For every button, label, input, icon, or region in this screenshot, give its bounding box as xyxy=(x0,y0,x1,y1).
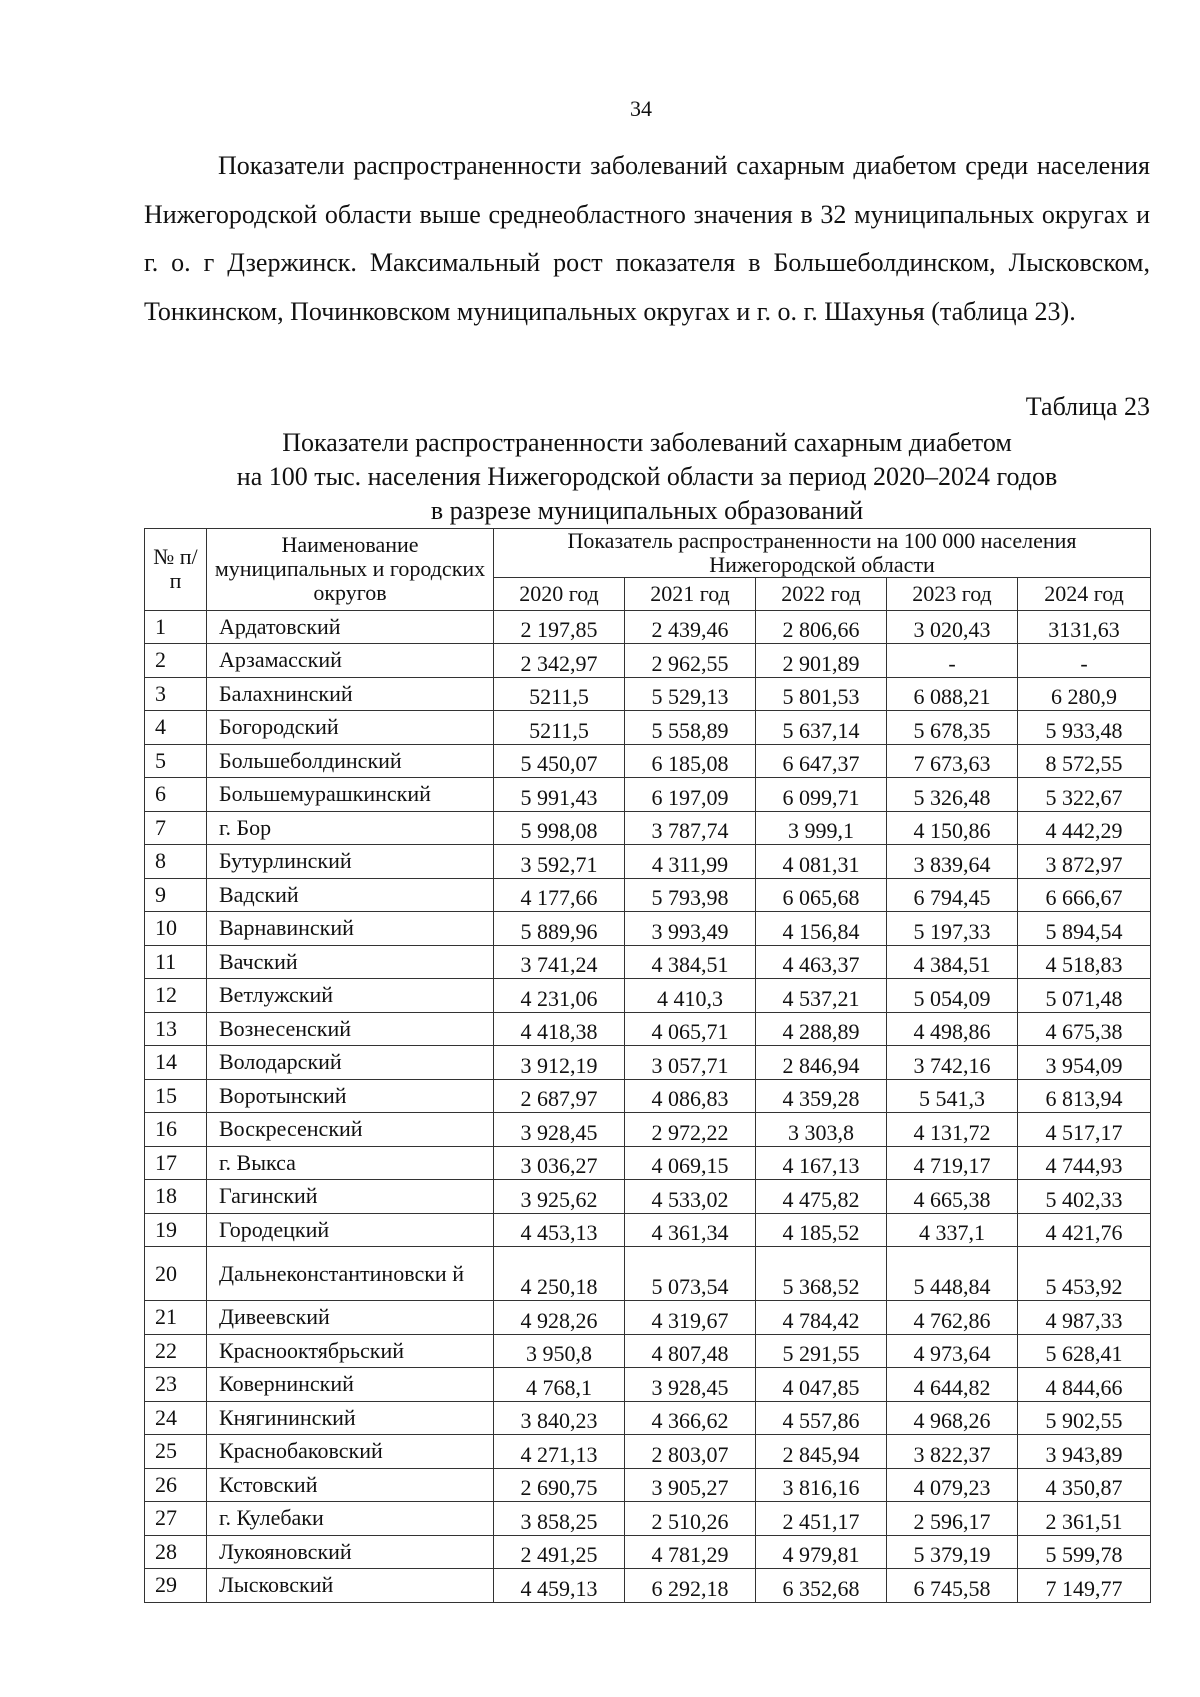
value-cell-2021: 2 972,22 xyxy=(625,1113,756,1147)
row-number: 2 xyxy=(145,644,207,678)
municipality-name: г. Бор xyxy=(207,811,494,845)
table-row xyxy=(145,1079,1151,1113)
row-number: 28 xyxy=(145,1535,207,1569)
municipality-name: Большеболдинский xyxy=(207,744,494,778)
municipality-name: Вознесенский xyxy=(207,1012,494,1046)
header-year-2021: 2021 год xyxy=(625,578,756,611)
value-cell-2023: 4 131,72 xyxy=(887,1113,1018,1147)
table-row xyxy=(145,610,1151,644)
value-cell-2021: 6 292,18 xyxy=(625,1569,756,1603)
municipality-name: Вадский xyxy=(207,878,494,912)
table-row xyxy=(145,778,1151,812)
value-cell-2023: 3 020,43 xyxy=(887,610,1018,644)
table-body xyxy=(145,610,1151,1602)
row-number: 11 xyxy=(145,945,207,979)
value-cell-2020: 3 928,45 xyxy=(494,1113,625,1147)
municipality-name: Кстовский xyxy=(207,1468,494,1502)
value-cell-2021: 6 197,09 xyxy=(625,778,756,812)
value-cell-2021: 2 962,55 xyxy=(625,644,756,678)
table-row xyxy=(145,811,1151,845)
value-cell-2021: 4 366,62 xyxy=(625,1401,756,1435)
value-cell-2023: 4 973,64 xyxy=(887,1334,1018,1368)
value-cell-2024: 4 744,93 xyxy=(1018,1146,1151,1180)
table-row xyxy=(145,1401,1151,1435)
value-cell-2023: 5 197,33 xyxy=(887,912,1018,946)
value-cell-2023: 5 541,3 xyxy=(887,1079,1018,1113)
value-cell-2022: 5 801,53 xyxy=(756,677,887,711)
municipality-name: Воротынский xyxy=(207,1079,494,1113)
value-cell-2020: 3 592,71 xyxy=(494,845,625,879)
row-number: 22 xyxy=(145,1334,207,1368)
value-cell-2020: 5 450,07 xyxy=(494,744,625,778)
value-cell-2023: 4 337,1 xyxy=(887,1213,1018,1247)
value-cell-2020: 4 768,1 xyxy=(494,1368,625,1402)
value-cell-2024: 8 572,55 xyxy=(1018,744,1151,778)
value-cell-2022: 5 637,14 xyxy=(756,711,887,745)
value-cell-2024: 5 628,41 xyxy=(1018,1334,1151,1368)
header-year-2022: 2022 год xyxy=(756,578,887,611)
page-number: 34 xyxy=(630,96,652,121)
row-number: 5 xyxy=(145,744,207,778)
value-cell-2020: 2 690,75 xyxy=(494,1468,625,1502)
header-name: Наименование муниципальных и городских округов xyxy=(207,529,494,611)
table-row xyxy=(145,1468,1151,1502)
row-number: 20 xyxy=(145,1247,207,1301)
value-cell-2021: 5 073,54 xyxy=(625,1247,756,1301)
value-cell-2023: 4 665,38 xyxy=(887,1180,1018,1214)
municipality-name: Лукояновский xyxy=(207,1535,494,1569)
value-cell-2020: 4 459,13 xyxy=(494,1569,625,1603)
municipality-name: Дивеевский xyxy=(207,1301,494,1335)
table-row xyxy=(145,1180,1151,1214)
value-cell-2022: 3 816,16 xyxy=(756,1468,887,1502)
value-cell-2021: 4 069,15 xyxy=(625,1146,756,1180)
header-number: № п/п xyxy=(145,529,207,611)
prevalence-table xyxy=(144,528,1151,1603)
value-cell-2022: 2 901,89 xyxy=(756,644,887,678)
value-cell-2020: 5 998,08 xyxy=(494,811,625,845)
municipality-name: Богородский xyxy=(207,711,494,745)
value-cell-2024: 4 518,83 xyxy=(1018,945,1151,979)
value-cell-2023: 6 745,58 xyxy=(887,1569,1018,1603)
municipality-name: Городецкий xyxy=(207,1213,494,1247)
value-cell-2023: 5 678,35 xyxy=(887,711,1018,745)
value-cell-2022: 2 806,66 xyxy=(756,610,887,644)
value-cell-2023: 5 448,84 xyxy=(887,1247,1018,1301)
row-number: 25 xyxy=(145,1435,207,1469)
value-cell-2024: 5 599,78 xyxy=(1018,1535,1151,1569)
value-cell-2020: 4 453,13 xyxy=(494,1213,625,1247)
value-cell-2021: 4 807,48 xyxy=(625,1334,756,1368)
value-cell-2020: 5 991,43 xyxy=(494,778,625,812)
municipality-name: Володарский xyxy=(207,1046,494,1080)
table-row xyxy=(145,1502,1151,1536)
header-indicator-group: Показатель распространенности на 100 000 населения Нижегородской области xyxy=(494,529,1151,578)
value-cell-2024: 2 361,51 xyxy=(1018,1502,1151,1536)
value-cell-2024: - xyxy=(1018,644,1151,678)
value-cell-2021: 5 529,13 xyxy=(625,677,756,711)
value-cell-2023: 4 644,82 xyxy=(887,1368,1018,1402)
value-cell-2022: 4 167,13 xyxy=(756,1146,887,1180)
value-cell-2021: 4 410,3 xyxy=(625,979,756,1013)
value-cell-2022: 4 784,42 xyxy=(756,1301,887,1335)
municipality-name: Большемурашкинский xyxy=(207,778,494,812)
value-cell-2022: 4 047,85 xyxy=(756,1368,887,1402)
value-cell-2021: 5 793,98 xyxy=(625,878,756,912)
value-cell-2024: 6 280,9 xyxy=(1018,677,1151,711)
value-cell-2023: 5 054,09 xyxy=(887,979,1018,1013)
municipality-name: Воскресенский xyxy=(207,1113,494,1147)
value-cell-2024: 5 894,54 xyxy=(1018,912,1151,946)
value-cell-2020: 4 177,66 xyxy=(494,878,625,912)
table-row xyxy=(145,1012,1151,1046)
table-row xyxy=(145,979,1151,1013)
row-number: 16 xyxy=(145,1113,207,1147)
value-cell-2021: 4 086,83 xyxy=(625,1079,756,1113)
value-cell-2021: 2 803,07 xyxy=(625,1435,756,1469)
row-number: 10 xyxy=(145,912,207,946)
row-number: 4 xyxy=(145,711,207,745)
municipality-name: Гагинский xyxy=(207,1180,494,1214)
row-number: 6 xyxy=(145,778,207,812)
value-cell-2022: 4 156,84 xyxy=(756,912,887,946)
value-cell-2023: 5 379,19 xyxy=(887,1535,1018,1569)
value-cell-2024: 4 421,76 xyxy=(1018,1213,1151,1247)
row-number: 24 xyxy=(145,1401,207,1435)
header-year-2020: 2020 год xyxy=(494,578,625,611)
row-number: 12 xyxy=(145,979,207,1013)
value-cell-2022: 4 537,21 xyxy=(756,979,887,1013)
row-number: 29 xyxy=(145,1569,207,1603)
table-label: Таблица 23 xyxy=(1025,392,1150,421)
table-row xyxy=(145,1301,1151,1335)
row-number: 14 xyxy=(145,1046,207,1080)
value-cell-2022: 2 451,17 xyxy=(756,1502,887,1536)
row-number: 26 xyxy=(145,1468,207,1502)
value-cell-2020: 5211,5 xyxy=(494,711,625,745)
municipality-name: Ветлужский xyxy=(207,979,494,1013)
value-cell-2024: 5 322,67 xyxy=(1018,778,1151,812)
value-cell-2022: 6 065,68 xyxy=(756,878,887,912)
header-year-2023: 2023 год xyxy=(887,578,1018,611)
municipality-name: Варнавинский xyxy=(207,912,494,946)
row-number: 18 xyxy=(145,1180,207,1214)
value-cell-2022: 4 979,81 xyxy=(756,1535,887,1569)
value-cell-2020: 2 197,85 xyxy=(494,610,625,644)
table-row xyxy=(145,1535,1151,1569)
value-cell-2022: 4 359,28 xyxy=(756,1079,887,1113)
value-cell-2021: 3 905,27 xyxy=(625,1468,756,1502)
row-number: 7 xyxy=(145,811,207,845)
value-cell-2022: 4 557,86 xyxy=(756,1401,887,1435)
header-year-2024: 2024 год xyxy=(1018,578,1151,611)
value-cell-2021: 2 510,26 xyxy=(625,1502,756,1536)
municipality-name: г. Выкса xyxy=(207,1146,494,1180)
value-cell-2021: 3 993,49 xyxy=(625,912,756,946)
value-cell-2020: 4 418,38 xyxy=(494,1012,625,1046)
value-cell-2020: 3 925,62 xyxy=(494,1180,625,1214)
value-cell-2023: 3 839,64 xyxy=(887,845,1018,879)
municipality-name: Арзамасский xyxy=(207,644,494,678)
municipality-name: Бутурлинский xyxy=(207,845,494,879)
row-number: 21 xyxy=(145,1301,207,1335)
value-cell-2021: 2 439,46 xyxy=(625,610,756,644)
municipality-name: Краснобаковский xyxy=(207,1435,494,1469)
value-cell-2022: 2 846,94 xyxy=(756,1046,887,1080)
value-cell-2023: 4 719,17 xyxy=(887,1146,1018,1180)
municipality-name: Ковернинский xyxy=(207,1368,494,1402)
value-cell-2024: 5 933,48 xyxy=(1018,711,1151,745)
value-cell-2024: 4 844,66 xyxy=(1018,1368,1151,1402)
row-number: 19 xyxy=(145,1213,207,1247)
municipality-name: Балахнинский xyxy=(207,677,494,711)
municipality-name: Лысковский xyxy=(207,1569,494,1603)
value-cell-2020: 3 912,19 xyxy=(494,1046,625,1080)
value-cell-2022: 3 999,1 xyxy=(756,811,887,845)
municipality-name: Вачский xyxy=(207,945,494,979)
row-number: 27 xyxy=(145,1502,207,1536)
row-number: 3 xyxy=(145,677,207,711)
table-row xyxy=(145,1113,1151,1147)
table-row xyxy=(145,1569,1151,1603)
intro-paragraph: Показатели распространенности заболеваний сахарным диабетом среди населения Нижегородской области выше среднеобластного значения в 32 муниципальных округах и г. о. г Дзержинск. Максимальный рост показателя в Большеболдинском, Лысковском, Тонкинском, Починковском муниципальных округах и г. о. г. Шахунья (таблица 23). xyxy=(144,151,1150,326)
value-cell-2022: 5 368,52 xyxy=(756,1247,887,1301)
table-row xyxy=(145,1046,1151,1080)
value-cell-2024: 3 872,97 xyxy=(1018,845,1151,879)
value-cell-2020: 2 687,97 xyxy=(494,1079,625,1113)
value-cell-2021: 4 384,51 xyxy=(625,945,756,979)
value-cell-2021: 3 787,74 xyxy=(625,811,756,845)
table-row xyxy=(145,677,1151,711)
value-cell-2023: 3 822,37 xyxy=(887,1435,1018,1469)
value-cell-2023: 4 762,86 xyxy=(887,1301,1018,1335)
value-cell-2022: 4 463,37 xyxy=(756,945,887,979)
value-cell-2023: 5 326,48 xyxy=(887,778,1018,812)
value-cell-2023: 7 673,63 xyxy=(887,744,1018,778)
value-cell-2020: 5211,5 xyxy=(494,677,625,711)
value-cell-2022: 4 081,31 xyxy=(756,845,887,879)
value-cell-2023: 2 596,17 xyxy=(887,1502,1018,1536)
table-row xyxy=(145,1146,1151,1180)
value-cell-2020: 4 231,06 xyxy=(494,979,625,1013)
table-title-line-2: на 100 тыс. населения Нижегородской области за период 2020–2024 годов xyxy=(236,462,1058,491)
municipality-name: Дальнеконстантиновски й xyxy=(207,1247,494,1301)
value-cell-2024: 5 453,92 xyxy=(1018,1247,1151,1301)
value-cell-2024: 7 149,77 xyxy=(1018,1569,1151,1603)
row-number: 15 xyxy=(145,1079,207,1113)
value-cell-2021: 4 311,99 xyxy=(625,845,756,879)
table-title xyxy=(144,426,1150,528)
value-cell-2022: 3 303,8 xyxy=(756,1113,887,1147)
value-cell-2023: 6 794,45 xyxy=(887,878,1018,912)
value-cell-2024: 3 943,89 xyxy=(1018,1435,1151,1469)
table-row xyxy=(145,1334,1151,1368)
value-cell-2024: 5 402,33 xyxy=(1018,1180,1151,1214)
value-cell-2021: 5 558,89 xyxy=(625,711,756,745)
value-cell-2021: 4 361,34 xyxy=(625,1213,756,1247)
value-cell-2024: 6 813,94 xyxy=(1018,1079,1151,1113)
value-cell-2024: 4 350,87 xyxy=(1018,1468,1151,1502)
row-number: 13 xyxy=(145,1012,207,1046)
table-row xyxy=(145,1213,1151,1247)
municipality-name: Княгининский xyxy=(207,1401,494,1435)
value-cell-2023: 6 088,21 xyxy=(887,677,1018,711)
value-cell-2023: - xyxy=(887,644,1018,678)
value-cell-2020: 4 250,18 xyxy=(494,1247,625,1301)
table-row xyxy=(145,878,1151,912)
municipality-name: Краснооктябрьский xyxy=(207,1334,494,1368)
value-cell-2024: 5 071,48 xyxy=(1018,979,1151,1013)
value-cell-2020: 3 840,23 xyxy=(494,1401,625,1435)
value-cell-2021: 3 928,45 xyxy=(625,1368,756,1402)
value-cell-2024: 3131,63 xyxy=(1018,610,1151,644)
table-row xyxy=(145,744,1151,778)
value-cell-2022: 4 475,82 xyxy=(756,1180,887,1214)
value-cell-2024: 3 954,09 xyxy=(1018,1046,1151,1080)
value-cell-2024: 4 442,29 xyxy=(1018,811,1151,845)
value-cell-2022: 4 288,89 xyxy=(756,1012,887,1046)
value-cell-2021: 4 319,67 xyxy=(625,1301,756,1335)
value-cell-2021: 6 185,08 xyxy=(625,744,756,778)
value-cell-2020: 4 928,26 xyxy=(494,1301,625,1335)
value-cell-2023: 4 498,86 xyxy=(887,1012,1018,1046)
value-cell-2024: 6 666,67 xyxy=(1018,878,1151,912)
value-cell-2022: 5 291,55 xyxy=(756,1334,887,1368)
value-cell-2023: 4 384,51 xyxy=(887,945,1018,979)
row-number: 1 xyxy=(145,610,207,644)
value-cell-2021: 4 065,71 xyxy=(625,1012,756,1046)
municipality-name: Ардатовский xyxy=(207,610,494,644)
value-cell-2020: 4 271,13 xyxy=(494,1435,625,1469)
value-cell-2022: 6 647,37 xyxy=(756,744,887,778)
value-cell-2020: 2 342,97 xyxy=(494,644,625,678)
value-cell-2022: 4 185,52 xyxy=(756,1213,887,1247)
value-cell-2020: 3 741,24 xyxy=(494,945,625,979)
value-cell-2024: 4 987,33 xyxy=(1018,1301,1151,1335)
value-cell-2023: 4 079,23 xyxy=(887,1468,1018,1502)
value-cell-2021: 4 781,29 xyxy=(625,1535,756,1569)
municipality-name: г. Кулебаки xyxy=(207,1502,494,1536)
table-row xyxy=(145,711,1151,745)
value-cell-2023: 4 968,26 xyxy=(887,1401,1018,1435)
value-cell-2023: 4 150,86 xyxy=(887,811,1018,845)
value-cell-2021: 4 533,02 xyxy=(625,1180,756,1214)
table-title-line-3: в разрезе муниципальных образований xyxy=(430,496,864,525)
table-row xyxy=(145,845,1151,879)
value-cell-2024: 5 902,55 xyxy=(1018,1401,1151,1435)
table-header-row-1 xyxy=(145,529,1151,578)
table-row xyxy=(145,1435,1151,1469)
table-row xyxy=(145,912,1151,946)
table-row xyxy=(145,945,1151,979)
row-number: 17 xyxy=(145,1146,207,1180)
value-cell-2020: 5 889,96 xyxy=(494,912,625,946)
row-number: 9 xyxy=(145,878,207,912)
value-cell-2023: 3 742,16 xyxy=(887,1046,1018,1080)
value-cell-2022: 6 352,68 xyxy=(756,1569,887,1603)
value-cell-2024: 4 517,17 xyxy=(1018,1113,1151,1147)
value-cell-2020: 3 950,8 xyxy=(494,1334,625,1368)
value-cell-2024: 4 675,38 xyxy=(1018,1012,1151,1046)
row-number: 23 xyxy=(145,1368,207,1402)
table-row xyxy=(145,1368,1151,1402)
value-cell-2022: 2 845,94 xyxy=(756,1435,887,1469)
table-title-line-1: Показатели распространенности заболеваний сахарным диабетом xyxy=(282,428,1012,457)
value-cell-2020: 3 036,27 xyxy=(494,1146,625,1180)
value-cell-2022: 6 099,71 xyxy=(756,778,887,812)
row-number: 8 xyxy=(145,845,207,879)
table-row xyxy=(145,644,1151,678)
table-row xyxy=(145,1247,1151,1301)
value-cell-2020: 2 491,25 xyxy=(494,1535,625,1569)
value-cell-2020: 3 858,25 xyxy=(494,1502,625,1536)
value-cell-2021: 3 057,71 xyxy=(625,1046,756,1080)
